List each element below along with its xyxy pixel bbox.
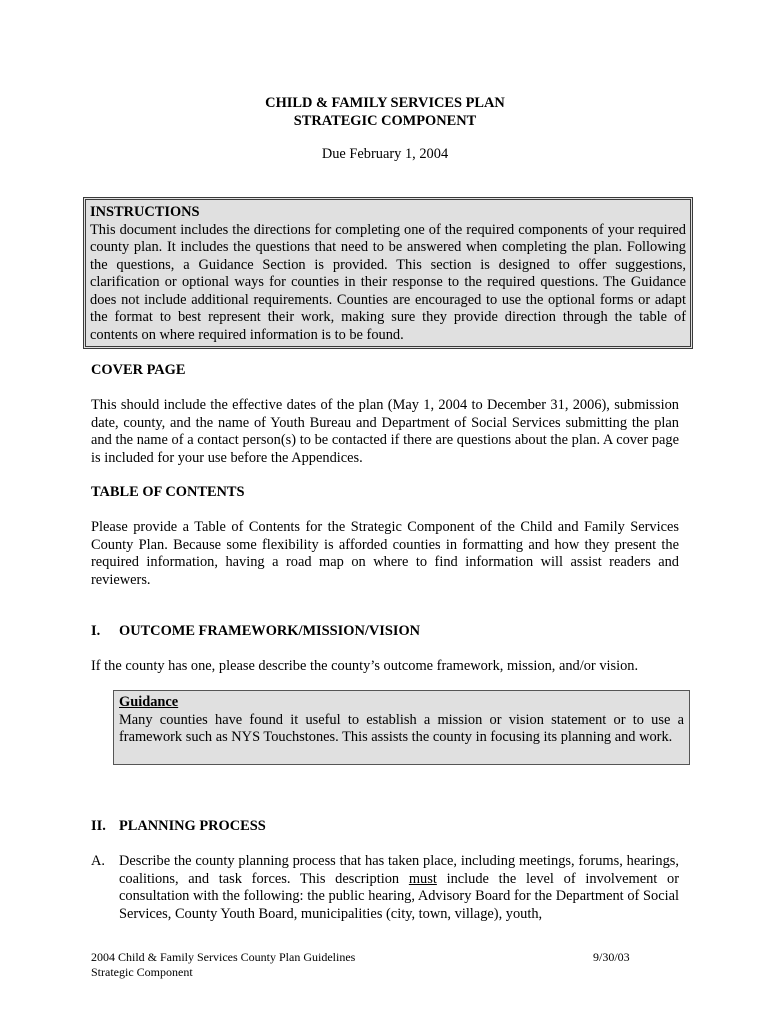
guidance-body: Many counties have found it useful to establish a mission or vision statement or to use a framework such as NYS Touchstones. This assists the county in focusing its planning and work. bbox=[119, 711, 684, 745]
instructions-heading: INSTRUCTIONS bbox=[90, 204, 200, 220]
item-a-text-1: Describe the county planning process that has taken place, including meetings, forums, hearings, coalitions, and task forces. This description bbox=[119, 853, 679, 887]
item-a-must: must bbox=[408, 870, 437, 887]
title-line-2: STRATEGIC COMPONENT bbox=[293, 113, 477, 129]
footer-line-2: Strategic Component bbox=[91, 965, 193, 979]
item-a-body bbox=[119, 853, 679, 923]
title-line-1: CHILD & FAMILY SERVICES PLAN bbox=[265, 95, 505, 111]
section-1-body: If the county has one, please describe the county’s outcome framework, mission, and/or vision. bbox=[91, 658, 639, 674]
section-2-title: PLANNING PROCESS bbox=[119, 818, 266, 834]
instructions-body: This document includes the directions for completing one of the required components of your required county plan. It includes the questions that need to be answered when completing the plan. Following the questions, a Guidance Section is provided. This section is designed to offer suggestions, clarification or optional ways for counties in their response to the required questions. The Guidance does not include additional requirements. Counties are encouraged to use the optional forms or adapt the format to best represent their work, making sure they provide direction through the table of contents on where required information is to be found. bbox=[90, 221, 686, 343]
guidance-heading-line bbox=[119, 694, 684, 712]
section-1-title: OUTCOME FRAMEWORK/MISSION/VISION bbox=[119, 623, 421, 639]
cover-page-heading: COVER PAGE bbox=[91, 362, 186, 378]
footer-left bbox=[91, 950, 355, 980]
cover-page-body: This should include the effective dates of the plan (May 1, 2004 to December 31, 2006), submission date, county, and the name of Youth Bureau and Department of Social Services submitting the plan and the name of a contact person(s) to be contacted if there are questions about the plan. A cover page is included for your use before the Appendices. bbox=[91, 397, 679, 466]
toc-heading: TABLE OF CONTENTS bbox=[91, 484, 245, 500]
section-2-heading bbox=[91, 818, 266, 836]
guidance-box bbox=[113, 690, 690, 765]
document-title bbox=[0, 94, 770, 130]
section-1-number: I. bbox=[91, 623, 101, 639]
section-2-number: II. bbox=[91, 818, 106, 834]
item-a-text-2: include the level of involvement or consultation with the following: the public hearing, Advisory Board for the Department of Social Services, County Youth Board, municipalities (city, town, village), youth, bbox=[119, 870, 679, 922]
footer-line-1: 2004 Child & Family Services County Plan Guidelines bbox=[91, 950, 356, 964]
due-date: Due February 1, 2004 bbox=[321, 146, 449, 162]
item-a-label: A. bbox=[91, 853, 105, 869]
toc-body: Please provide a Table of Contents for the Strategic Component of the Child and Family Services County Plan. Because some flexibility is afforded counties in formatting and how they present the required information, having a road map on where to find information will assist readers and reviewers. bbox=[91, 519, 679, 588]
footer-date: 9/30/03 bbox=[593, 950, 630, 964]
section-1-heading bbox=[91, 623, 420, 641]
guidance-heading: Guidance bbox=[119, 694, 179, 710]
instructions-box bbox=[83, 197, 693, 349]
